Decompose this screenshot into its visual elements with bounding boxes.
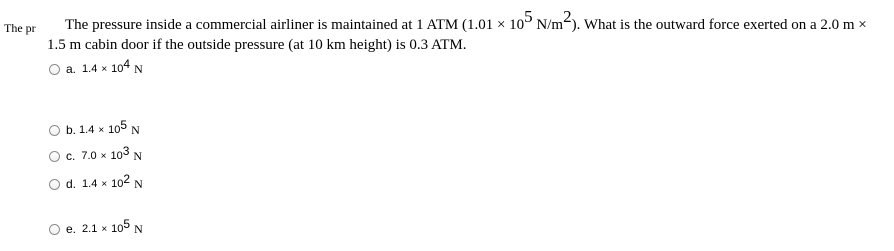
choice-base: 10 (110, 150, 123, 162)
question-exponent-1: 5 (524, 7, 533, 26)
choice-base: 10 (111, 223, 124, 235)
radio-button-e[interactable] (49, 224, 60, 235)
truncated-prefix-label: The pr (4, 21, 36, 35)
choice-letter: c. (66, 149, 76, 163)
choice-unit: N (134, 221, 143, 236)
question-part-1: The pressure inside a commercial airliner is maintained at 1 ATM (1.01 × 10 (65, 17, 525, 33)
choice-b[interactable]: b. 1.4 × 10 5 N (49, 120, 140, 140)
choice-letter: d. (66, 177, 77, 191)
question-text (47, 7, 887, 55)
times-sign: × (98, 124, 105, 136)
choice-base: 10 (111, 63, 124, 75)
choice-letter: b. (66, 123, 77, 137)
times-sign: × (100, 150, 107, 162)
question-part-2: N/m (532, 17, 564, 33)
choice-mantissa: 1.4 (79, 124, 95, 136)
choice-unit: N (134, 176, 143, 191)
radio-button-a[interactable] (49, 64, 60, 75)
choice-d[interactable]: d. 1.4 × 10 2 N (49, 174, 143, 194)
choice-unit: N (133, 148, 143, 163)
choice-base: 10 (108, 124, 121, 136)
choice-unit: N (134, 61, 143, 76)
choice-a[interactable]: a. 1.4 × 10 4 N (49, 59, 143, 79)
times-sign: × (101, 178, 108, 190)
radio-button-d[interactable] (49, 179, 60, 190)
choice-mantissa: 1.4 (82, 178, 98, 190)
choice-e[interactable]: e. 2.1 × 10 5 N (49, 219, 143, 239)
question-part-3: ). What is the outward force exerted on a 2.0 m × 1.5 m cabin door if the outside pressure (at 10 km height) is 0.3 ATM. (47, 17, 867, 53)
choice-mantissa: 1.4 (82, 63, 98, 75)
radio-button-b[interactable] (49, 125, 60, 136)
choice-c[interactable]: c. 7.0 × 10 3 N (49, 146, 142, 166)
choice-unit: N (131, 122, 140, 137)
choice-letter: a. (66, 62, 77, 76)
radio-button-c[interactable] (49, 151, 60, 162)
times-sign: × (101, 223, 108, 235)
choice-mantissa: 2.1 (82, 223, 98, 235)
choice-base: 10 (111, 178, 124, 190)
times-sign: × (101, 63, 108, 75)
choice-mantissa: 7.0 (81, 150, 97, 162)
question-exponent-2: 2 (563, 7, 572, 26)
choice-letter: e. (66, 222, 77, 236)
